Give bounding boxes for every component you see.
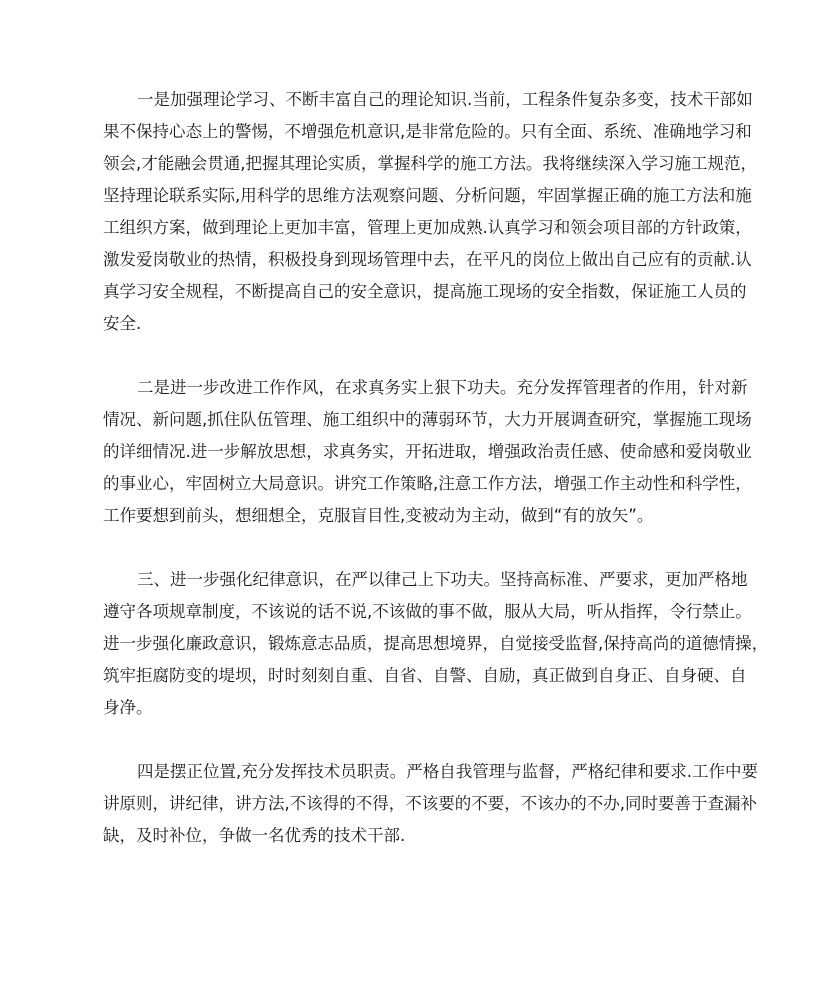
paragraph-line: 讲原则，讲纪律，讲方法,不该得的不得，不该要的不要，不该办的不办,同时要善于查漏补	[103, 794, 757, 813]
paragraph-line: 一是加强理论学习、不断丰富自己的理论知识.当前，工程条件复杂多变，技术干部如	[137, 90, 753, 109]
paragraph	[103, 564, 769, 724]
paragraph-line: 工组织方案，做到理论上更加丰富，管理上更加成熟.认真学习和领会项目部的方针政策，	[103, 218, 752, 237]
paragraph-line: 果不保持心态上的警惕，不增强危机意识,是非常危险的。只有全面、系统、准确地学习和	[103, 122, 752, 141]
paragraph-line: 的事业心，牢固树立大局意识。讲究工作策略,注意工作方法，增强工作主动性和科学性，	[103, 474, 752, 493]
paragraph	[103, 756, 758, 852]
paragraph-line: 身净。	[103, 698, 153, 717]
paragraph	[103, 84, 757, 340]
paragraph-line: 二是进一步改进工作作风，在求真务实上狠下功夫。充分发挥管理者的作用，针对新	[137, 378, 748, 397]
paragraph-line: 激发爱岗敬业的热情，积极投身到现场管理中去，在平凡的岗位上做出自己应有的贡献.认	[103, 250, 752, 269]
paragraph-line: 遵守各项规章制度，不该说的话不说,不该做的事不做，服从大局，听从指挥，令行禁止。	[103, 602, 752, 621]
paragraph-line: 领会,才能融会贯通,把握其理论实质，掌握科学的施工方法。我将继续深入学习施工规范，	[103, 154, 757, 173]
paragraph-line: 三、进一步强化纪律意识，在严以律己上下功夫。坚持高标准、严要求，更加严格地	[137, 570, 748, 589]
paragraph-line: 缺，及时补位，争做一名优秀的技术干部.	[103, 826, 406, 845]
paragraph-line: 的详细情况.进一步解放思想，求真务实，开拓进取，增强政治责任感、使命感和爱岗敬业	[103, 442, 752, 461]
paragraph-line: 情况、新问题,抓住队伍管理、施工组织中的薄弱环节，大力开展调查研究，掌握施工现场	[103, 410, 752, 429]
paragraph-line: 工作要想到前头，想细想全，克服盲目性,变被动为主动，做到“有的放矢”。	[103, 506, 654, 525]
paragraph-line: 安全.	[103, 314, 142, 333]
paragraph-line: 真学习安全规程，不断提高自己的安全意识，提高施工现场的安全指数，保证施工人员的	[103, 282, 747, 301]
paragraph-line: 坚持理论联系实际,用科学的思维方法观察问题、分析问题，牢固掌握正确的施工方法和施	[103, 186, 752, 205]
document-body	[103, 84, 769, 884]
paragraph-line: 筑牢拒腐防变的堤坝，时时刻刻自重、自省、自警、自励，真正做到自身正、自身硬、自	[103, 666, 747, 685]
paragraph	[103, 372, 752, 532]
paragraph-line: 进一步强化廉政意识，锻炼意志品质，提高思想境界，自觉接受监督,保持高尚的道德情操，	[103, 634, 769, 653]
paragraph-line: 四是摆正位置,充分发挥技术员职责。严格自我管理与监督，严格纪律和要求.工作中要	[137, 762, 758, 781]
